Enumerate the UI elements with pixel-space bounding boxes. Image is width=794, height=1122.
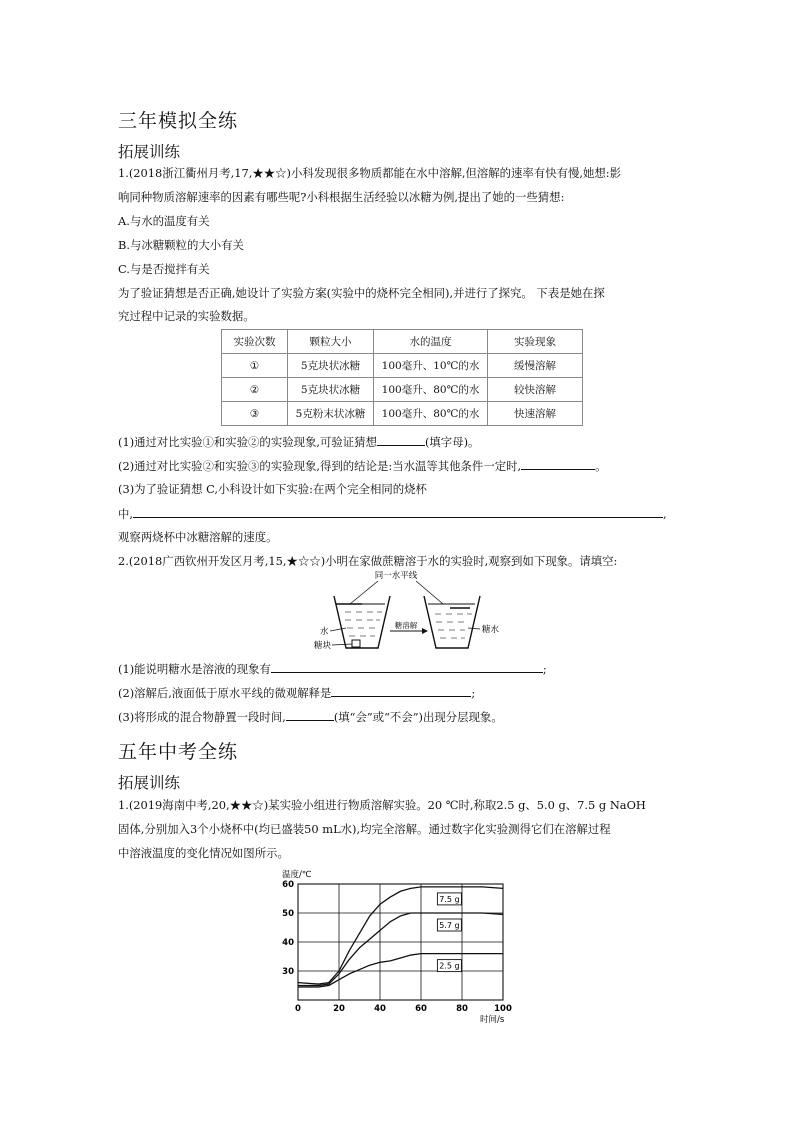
y-tick-label: 40	[282, 938, 294, 948]
q2-sub3-text-end: (填“会”或“不会”)出现分层现象。	[333, 710, 503, 724]
series-line-7-5g	[298, 887, 503, 984]
answer-blank[interactable]	[286, 708, 334, 721]
q1-sub-1	[118, 433, 479, 450]
x-tick-label: 80	[456, 1004, 468, 1014]
q1-option-b: B.与冰糖颗粒的大小有关	[118, 238, 244, 252]
table-row	[222, 378, 583, 402]
chart-lines	[298, 887, 503, 987]
x-tick-label: 40	[374, 1004, 386, 1014]
q1-sub2-text: (2)通过对比实验②和实验③的实验现象,得到的结论是:当水温等其他条件一定时,	[118, 459, 522, 473]
q1-line-3: 为了验证猜想是否正确,她设计了实验方案(实验中的烧杯完全相同),并进行了探究。 下表是她在探	[118, 286, 605, 300]
y-tick-label: 60	[282, 880, 294, 890]
answer-blank[interactable]	[271, 660, 543, 673]
table-cell: ③	[222, 402, 288, 426]
experiment-table	[221, 329, 583, 426]
q1-sub1-text-end: (填字母)。	[424, 435, 480, 449]
answer-blank[interactable]	[377, 433, 425, 446]
q1-sub3-text-end: ,	[663, 507, 667, 521]
q2-sub2-text: (2)溶解后,液面低于原水平线的微观解释是	[118, 686, 332, 700]
x-tick-label: 60	[415, 1004, 427, 1014]
y-tick-label: 30	[282, 967, 294, 977]
table-cell: 100毫升、10℃的水	[374, 354, 488, 378]
table-cell: 缓慢溶解	[488, 354, 583, 378]
q1-option-c: C.与是否搅拌有关	[118, 262, 210, 276]
q1-sub-3-end: 观察两烧杯中冰糖溶解的速度。	[118, 530, 278, 544]
q1-sub2-text-end: 。	[595, 459, 607, 473]
q2-sub1-text: (1)能说明糖水是溶液的现象有	[118, 662, 271, 676]
table-cell: 100毫升、80℃的水	[374, 378, 488, 402]
label-sugar-block: 糖块	[314, 641, 332, 651]
label-syrup: 糖水	[482, 625, 500, 635]
label-water: 水	[320, 627, 329, 637]
answer-blank[interactable]	[133, 505, 663, 518]
q2-sub3-text: (3)将形成的混合物静置一段时间,	[118, 710, 286, 724]
q2-sub-1	[118, 660, 547, 677]
series-line-5-7g	[298, 913, 503, 986]
series-label: 7.5 g	[439, 894, 460, 904]
label-same-level: 同一水平线	[374, 571, 418, 581]
label-dissolve: 糖溶解	[394, 621, 418, 630]
temperature-chart	[268, 866, 528, 1026]
section-subtitle-2: 拓展训练	[118, 774, 181, 792]
table-cell: 5克粉末状冰糖	[288, 402, 374, 426]
table-header: 颗粒大小	[288, 330, 374, 354]
y-axis-label: 温度/℃	[282, 870, 312, 880]
series-label: 5.7 g	[439, 921, 460, 930]
s2-q1-line-3: 中溶液温度的变化情况如图所示。	[118, 846, 289, 860]
answer-blank[interactable]	[521, 457, 595, 470]
table-cell: 5克块状冰糖	[288, 354, 374, 378]
s2-q1-line-2: 固体,分别加入3个小烧杯中(均已盛装50 mL水),均完全溶解。通过数字化实验测得它们在溶解过程	[118, 822, 611, 836]
s2-q1-line-1: 1.(2019海南中考,20,★★☆)某实验小组进行物质溶解实验。20 ℃时,称取2.5 g、5.0 g、7.5 g NaOH	[118, 798, 646, 812]
q1-sub-3: (3)为了验证猜想 C,小科设计如下实验:在两个完全相同的烧杯	[118, 482, 427, 496]
section-title-three-year: 三年模拟全练	[118, 110, 239, 132]
q2-sub2-text-end: ;	[471, 686, 476, 700]
q1-line-1: 1.(2018浙江衢州月考,17,★★☆)小科发现很多物质都能在水中溶解,但溶解的速率有快有慢,她想:影	[118, 166, 622, 180]
y-tick-label: 50	[282, 909, 294, 919]
table-header: 实验现象	[488, 330, 583, 354]
section-subtitle-1: 拓展训练	[118, 143, 181, 161]
table-cell: ②	[222, 378, 288, 402]
table-cell: ①	[222, 354, 288, 378]
q1-sub3-text: 中,	[118, 507, 134, 521]
q1-line-4: 究过程中记录的实验数据。	[118, 309, 255, 323]
section-title-five-year: 五年中考全练	[118, 741, 239, 763]
x-tick-label: 0	[295, 1004, 301, 1014]
answer-blank[interactable]	[331, 684, 471, 697]
q1-sub-2	[118, 457, 607, 474]
chart-ticks	[282, 880, 512, 1014]
q1-line-2: 响同种物质溶解速率的因素有哪些呢?小科根据生活经验以冰糖为例,提出了她的一些猜想:	[118, 190, 565, 204]
table-cell: 100毫升、80℃的水	[374, 402, 488, 426]
table-row	[222, 354, 583, 378]
table-cell: 快速溶解	[488, 402, 583, 426]
table-header-row	[222, 330, 583, 354]
x-axis-label: 时间/s	[480, 1015, 505, 1025]
q1-option-a: A.与水的温度有关	[118, 214, 210, 228]
q1-sub-3-blank-line	[118, 505, 667, 522]
table-row	[222, 402, 583, 426]
q1-sub1-text: (1)通过对比实验①和实验②的实验现象,可验证猜想	[118, 435, 377, 449]
q2-sub1-text-end: ;	[542, 662, 547, 676]
beaker-figure	[314, 568, 500, 656]
series-label: 2.5 g	[439, 961, 460, 971]
table-cell: 较快溶解	[488, 378, 583, 402]
x-tick-label: 20	[333, 1004, 345, 1014]
table-header: 实验次数	[222, 330, 288, 354]
q2-sub-3	[118, 708, 503, 725]
q2-line-1: 2.(2018广西钦州开发区月考,15,★☆☆)小明在家做蔗糖溶于水的实验时,观察到如下现象。请填空:	[118, 554, 618, 568]
table-cell: 5克块状冰糖	[288, 378, 374, 402]
q2-sub-2	[118, 684, 475, 701]
x-tick-label: 100	[494, 1004, 512, 1014]
table-header: 水的温度	[374, 330, 488, 354]
